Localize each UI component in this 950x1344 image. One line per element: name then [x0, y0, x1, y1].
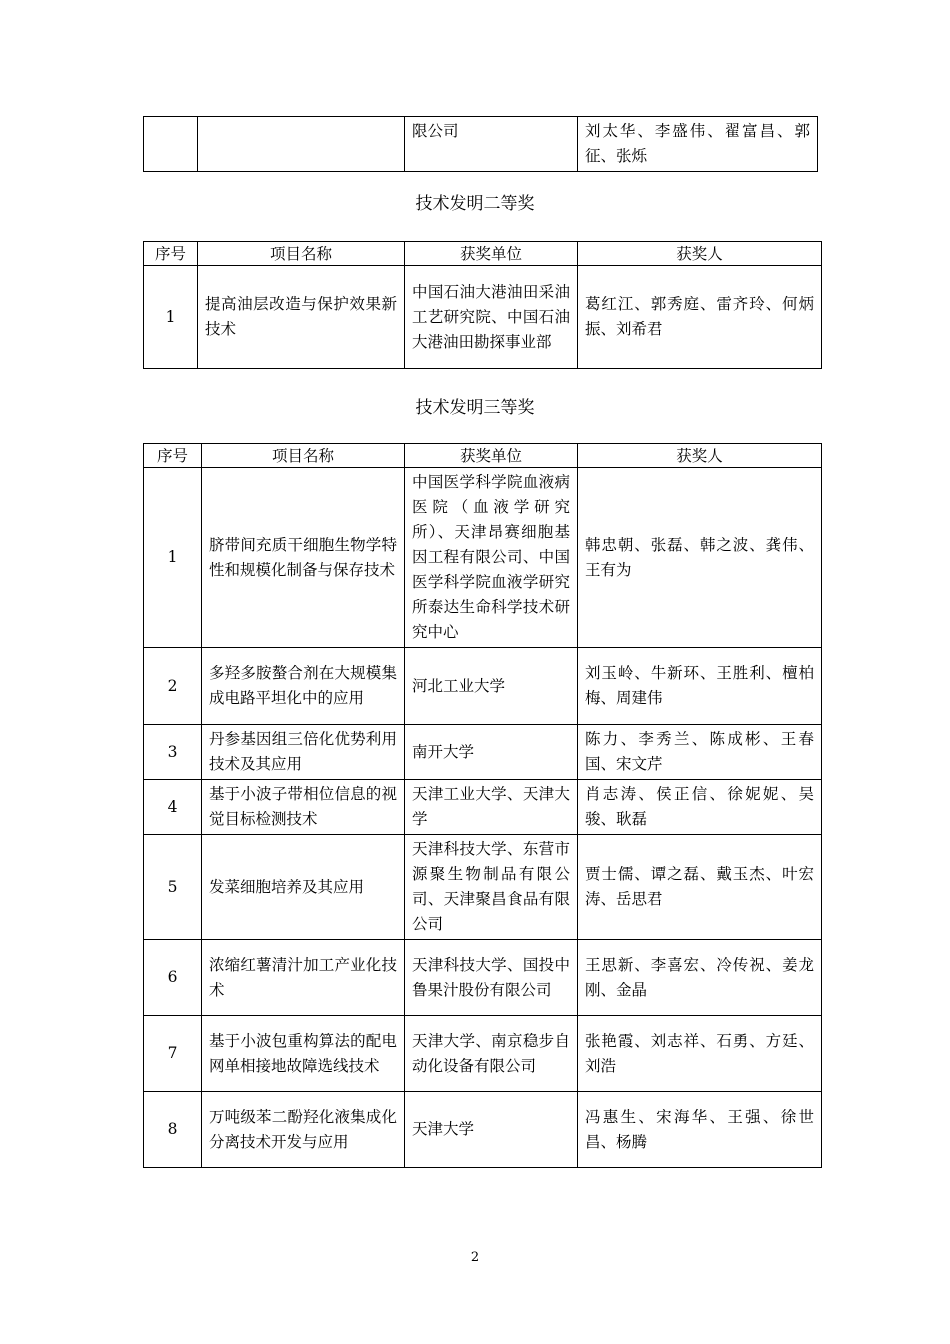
header-unit: 获奖单位: [405, 444, 578, 468]
cell-awardees: 韩忠朝、张磊、韩之波、龚伟、王有为: [578, 468, 822, 648]
cell-unit: 天津大学: [405, 1092, 578, 1168]
table-row: [144, 117, 818, 172]
table-row: [144, 940, 822, 1016]
cell-no: 5: [144, 835, 202, 940]
cell-project: 丹参基因组三倍化优势利用技术及其应用: [202, 725, 405, 780]
cell-awardees: 刘玉岭、牛新环、王胜利、檀柏梅、周建伟: [578, 648, 822, 725]
cell-unit: 天津科技大学、国投中鲁果汁股份有限公司: [405, 940, 578, 1016]
table-row: [144, 468, 822, 648]
cell-no: [144, 117, 198, 172]
cell-unit: 限公司: [405, 117, 578, 172]
third-prize-table: [143, 443, 822, 1168]
cell-no: 7: [144, 1016, 202, 1092]
cell-unit: 天津科技大学、东营市源聚生物制品有限公司、天津聚昌食品有限公司: [405, 835, 578, 940]
cell-no: 1: [144, 266, 198, 369]
header-project: 项目名称: [198, 242, 405, 266]
cell-unit: 天津工业大学、天津大学: [405, 780, 578, 835]
cell-unit: 天津大学、南京稳步自动化设备有限公司: [405, 1016, 578, 1092]
cell-no: 8: [144, 1092, 202, 1168]
continuation-table: [143, 116, 818, 172]
cell-project: 发菜细胞培养及其应用: [202, 835, 405, 940]
table-row: [144, 780, 822, 835]
second-prize-table: [143, 241, 822, 369]
cell-awardees: 王思新、李喜宏、冷传祝、姜龙刚、金晶: [578, 940, 822, 1016]
table-header-row: [144, 242, 822, 266]
cell-project: 万吨级苯二酚羟化液集成化分离技术开发与应用: [202, 1092, 405, 1168]
cell-no: 3: [144, 725, 202, 780]
header-unit: 获奖单位: [405, 242, 578, 266]
table-row: [144, 266, 822, 369]
header-awardees: 获奖人: [578, 242, 822, 266]
table-row: [144, 835, 822, 940]
cell-no: 6: [144, 940, 202, 1016]
cell-project: 基于小波子带相位信息的视觉目标检测技术: [202, 780, 405, 835]
cell-project: 多羟多胺螯合剂在大规模集成电路平坦化中的应用: [202, 648, 405, 725]
cell-awardees: 刘太华、李盛伟、翟富昌、郭征、张烁: [578, 117, 818, 172]
cell-unit: 河北工业大学: [405, 648, 578, 725]
section-title-third-prize: 技术发明三等奖: [415, 398, 535, 418]
cell-project: 基于小波包重构算法的配电网单相接地故障选线技术: [202, 1016, 405, 1092]
cell-awardees: 张艳霞、刘志祥、石勇、方廷、刘浩: [578, 1016, 822, 1092]
header-no: 序号: [144, 242, 198, 266]
cell-unit: 中国石油大港油田采油工艺研究院、中国石油大港油田勘探事业部: [405, 266, 578, 369]
table-row: [144, 648, 822, 725]
cell-awardees: 陈力、李秀兰、陈成彬、王春国、宋文芹: [578, 725, 822, 780]
page-number: 2: [470, 1250, 480, 1265]
table-row: [144, 725, 822, 780]
cell-awardees: 冯惠生、宋海华、王强、徐世昌、杨腾: [578, 1092, 822, 1168]
cell-project: [198, 117, 405, 172]
section-title-second-prize: 技术发明二等奖: [415, 194, 535, 214]
cell-project: 浓缩红薯清汁加工产业化技术: [202, 940, 405, 1016]
cell-no: 1: [144, 468, 202, 648]
cell-awardees: 葛红江、郭秀庭、雷齐玲、何炳振、刘希君: [578, 266, 822, 369]
cell-no: 2: [144, 648, 202, 725]
cell-awardees: 肖志涛、侯正信、徐妮妮、吴骏、耿磊: [578, 780, 822, 835]
table-header-row: [144, 444, 822, 468]
cell-unit: 南开大学: [405, 725, 578, 780]
header-no: 序号: [144, 444, 202, 468]
header-project: 项目名称: [202, 444, 405, 468]
cell-no: 4: [144, 780, 202, 835]
cell-unit: 中国医学科学院血液病医院（血液学研究所）、天津昂赛细胞基因工程有限公司、中国医学科学院血液学研究所泰达生命科学技术研究中心: [405, 468, 578, 648]
cell-awardees: 贾士儒、谭之磊、戴玉杰、叶宏涛、岳思君: [578, 835, 822, 940]
cell-project: 提高油层改造与保护效果新技术: [198, 266, 405, 369]
table-row: [144, 1092, 822, 1168]
table-row: [144, 1016, 822, 1092]
cell-project: 脐带间充质干细胞生物学特性和规模化制备与保存技术: [202, 468, 405, 648]
header-awardees: 获奖人: [578, 444, 822, 468]
